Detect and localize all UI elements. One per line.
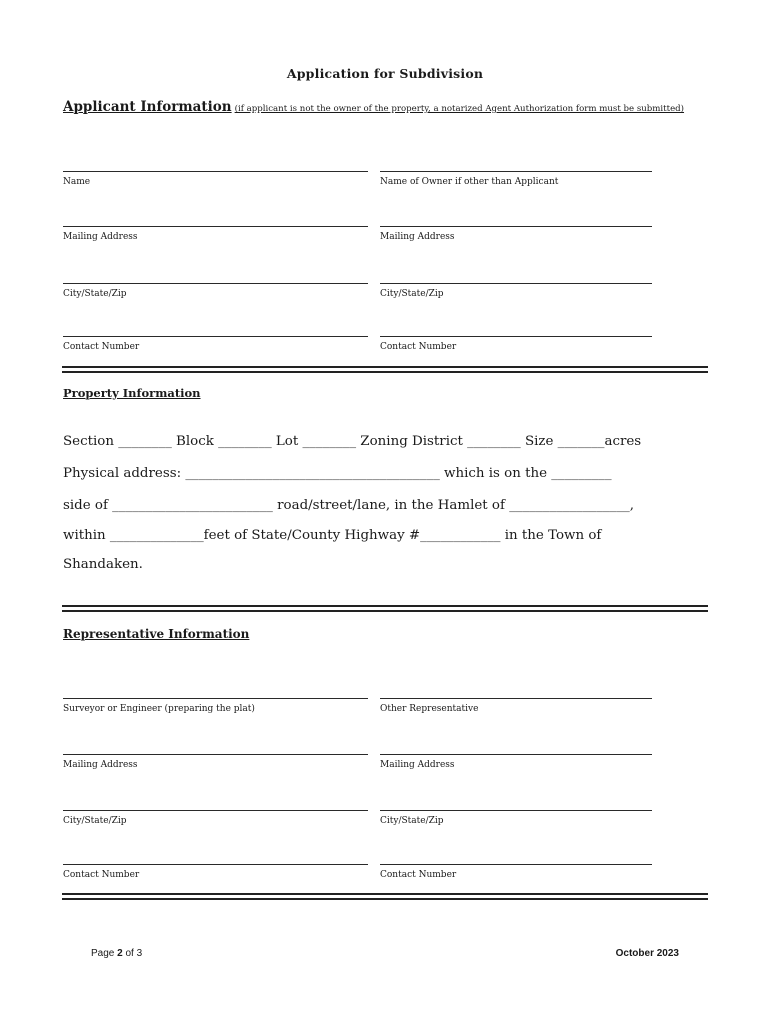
field-label: Mailing Address bbox=[63, 760, 138, 770]
surveyor-city-state-zip-field[interactable] bbox=[63, 810, 368, 826]
owner-mailing-address-field[interactable] bbox=[380, 226, 652, 242]
field-label: Other Representative bbox=[380, 704, 479, 714]
field-label: City/State/Zip bbox=[63, 816, 127, 826]
field-label: Surveyor or Engineer (preparing the plat) bbox=[63, 704, 255, 714]
signature-line bbox=[380, 226, 652, 227]
field-label: Contact Number bbox=[380, 342, 457, 352]
field-label: City/State/Zip bbox=[380, 289, 444, 299]
signature-line bbox=[63, 283, 368, 284]
signature-line bbox=[380, 864, 652, 865]
field-label: Mailing Address bbox=[380, 760, 455, 770]
signature-line bbox=[63, 226, 368, 227]
signature-line bbox=[63, 810, 368, 811]
page-current: 2 bbox=[117, 948, 123, 959]
signature-line bbox=[380, 283, 652, 284]
section-divider bbox=[62, 893, 708, 900]
property-section-heading: Property Information bbox=[63, 386, 201, 400]
owner-contact-number-field[interactable] bbox=[380, 336, 652, 352]
signature-line bbox=[380, 754, 652, 755]
applicant-city-state-zip-field[interactable] bbox=[63, 283, 368, 299]
signature-line bbox=[63, 698, 368, 699]
revision-date: October 2023 bbox=[615, 948, 679, 959]
property-line-highway[interactable]: within ______________feet of State/County Highway #____________ in the Town of bbox=[63, 528, 602, 543]
field-label: Contact Number bbox=[63, 870, 140, 880]
section-divider bbox=[62, 605, 708, 612]
signature-line bbox=[380, 171, 652, 172]
applicant-name-field[interactable] bbox=[63, 171, 368, 187]
section-divider bbox=[62, 366, 708, 373]
property-line-road-hamlet[interactable]: side of ________________________ road/street/lane, in the Hamlet of __________________, bbox=[63, 498, 634, 513]
field-label: Mailing Address bbox=[63, 232, 138, 242]
signature-line bbox=[63, 864, 368, 865]
surveyor-engineer-field[interactable] bbox=[63, 698, 368, 714]
representative-city-state-zip-field[interactable] bbox=[380, 810, 652, 826]
signature-line bbox=[380, 810, 652, 811]
applicant-heading-text: Applicant Information bbox=[63, 99, 232, 115]
signature-line bbox=[380, 336, 652, 337]
document-title: Application for Subdivision bbox=[286, 66, 484, 81]
representative-mailing-address-field[interactable] bbox=[380, 754, 652, 770]
field-label: Mailing Address bbox=[380, 232, 455, 242]
owner-name-field[interactable] bbox=[380, 171, 652, 187]
field-label: City/State/Zip bbox=[63, 289, 127, 299]
field-label: Contact Number bbox=[380, 870, 457, 880]
surveyor-mailing-address-field[interactable] bbox=[63, 754, 368, 770]
page-prefix: Page bbox=[91, 948, 118, 959]
applicant-section-heading bbox=[63, 99, 684, 115]
page-mid: of bbox=[122, 948, 137, 959]
surveyor-contact-number-field[interactable] bbox=[63, 864, 368, 880]
property-line-section-block-lot[interactable]: Section ________ Block ________ Lot ________ Zoning District ________ Size _______acres bbox=[63, 434, 642, 449]
property-line-town: Shandaken. bbox=[63, 557, 143, 572]
owner-city-state-zip-field[interactable] bbox=[380, 283, 652, 299]
applicant-note: (if applicant is not the owner of the property, a notarized Agent Authorization form must be submitted) bbox=[234, 104, 685, 114]
field-label: City/State/Zip bbox=[380, 816, 444, 826]
signature-line bbox=[63, 754, 368, 755]
page-total: 3 bbox=[136, 948, 143, 959]
other-representative-field[interactable] bbox=[380, 698, 652, 714]
field-label: Name bbox=[63, 177, 91, 187]
page-number bbox=[91, 948, 142, 959]
signature-line bbox=[380, 698, 652, 699]
field-label: Contact Number bbox=[63, 342, 140, 352]
signature-line bbox=[63, 336, 368, 337]
signature-line bbox=[63, 171, 368, 172]
applicant-mailing-address-field[interactable] bbox=[63, 226, 368, 242]
applicant-contact-number-field[interactable] bbox=[63, 336, 368, 352]
field-label: Name of Owner if other than Applicant bbox=[380, 177, 559, 187]
property-line-physical-address[interactable]: Physical address: ______________________________________ which is on the _________ bbox=[63, 466, 612, 481]
representative-section-heading: Representative Information bbox=[63, 627, 250, 641]
representative-contact-number-field[interactable] bbox=[380, 864, 652, 880]
